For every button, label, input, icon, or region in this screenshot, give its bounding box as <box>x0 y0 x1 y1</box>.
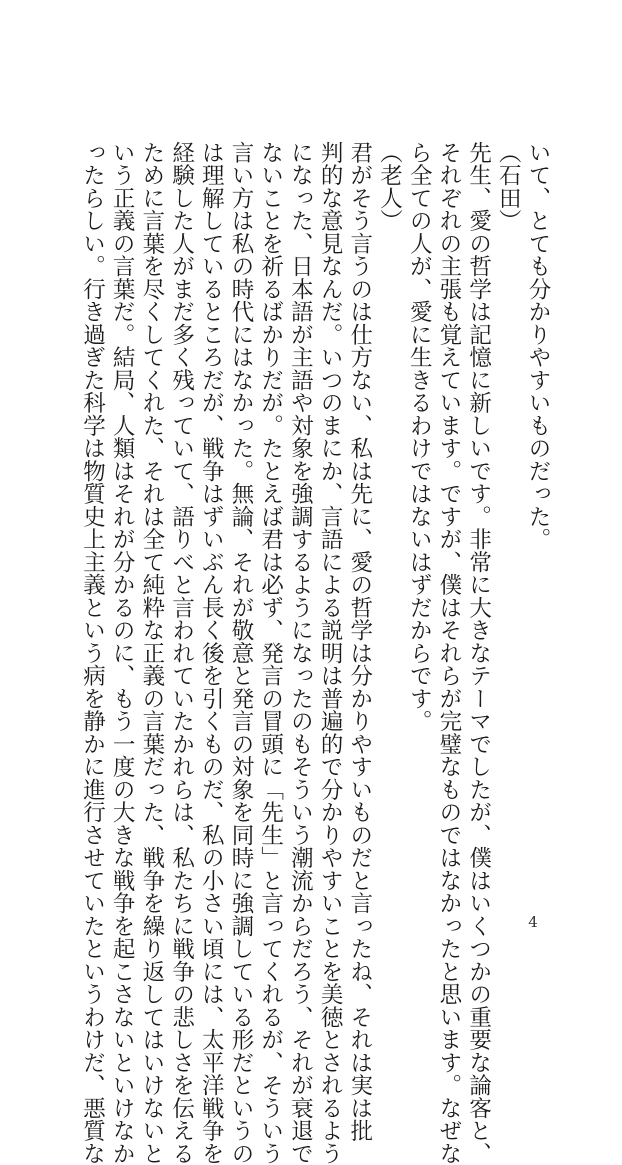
speaker-label: （石田） <box>495 141 522 232</box>
text-line: は理解しているところだが、戦争はずいぶん長く後を引くものだ、私の小さい頃には、太平洋戦争を <box>198 141 225 1165</box>
text-line: 君がそう言うのは仕方ない、私は先に、愛の哲学は分かりやすいものだと言ったね、それは実は批 <box>346 141 373 1142</box>
vertical-text-body <box>77 141 552 1165</box>
text-line: ために言葉を尽くしてくれた、それは全て純粋な正義の言葉だった、戦争を繰り返してはいけないと <box>138 141 165 1165</box>
text-line: いて、とても分かりやすいものだった。 <box>525 141 551 551</box>
page-number: 4 <box>528 913 538 931</box>
speaker-label: （老人） <box>376 141 403 232</box>
text-line: 言い方は私の時代にはなかった。無論、それが敬意と発言の対象を同時に強調している形だというの <box>227 141 254 1165</box>
text-line: になった、日本語が主語や対象を強調するようになったのもそういう潮流からだろう、それが衰退で <box>287 141 314 1165</box>
text-line: 先生、愛の哲学は記憶に新しいです。非常に大きなテーマでしたが、僕はいくつかの重要な論客と、 <box>465 141 492 1165</box>
text-line: ったらしい。行き過ぎた科学は物質史上主義という病を静かに進行させていたというわけだ、悪質な <box>79 141 106 1165</box>
text-line: いう正義の言葉だ。結局、人類はそれが分かるのに、もう一度の大きな戦争を起こさないといけなか <box>109 141 136 1165</box>
text-line: ないことを祈るばかりだが。たとえば君は必ず、発言の冒頭に「先生」と言ってくれるが、そういう <box>257 141 284 1165</box>
text-line: それぞれの主張も覚えています。ですが、僕はそれらが完璧なものではなかったと思います。なぜな <box>435 141 462 1165</box>
text-line: 経験した人がまだ多く残っていて、語りべと言われていたかれらは、私たちに戦争の悲しさを伝える <box>168 141 195 1165</box>
text-line: ら全ての人が、愛に生きるわけではないはずだからです。 <box>406 141 433 733</box>
text-line: 判的な意見なんだ。いつのまにか、言語による説明は普遍的で分かりやすいことを美徳とされるよう <box>317 141 344 1165</box>
